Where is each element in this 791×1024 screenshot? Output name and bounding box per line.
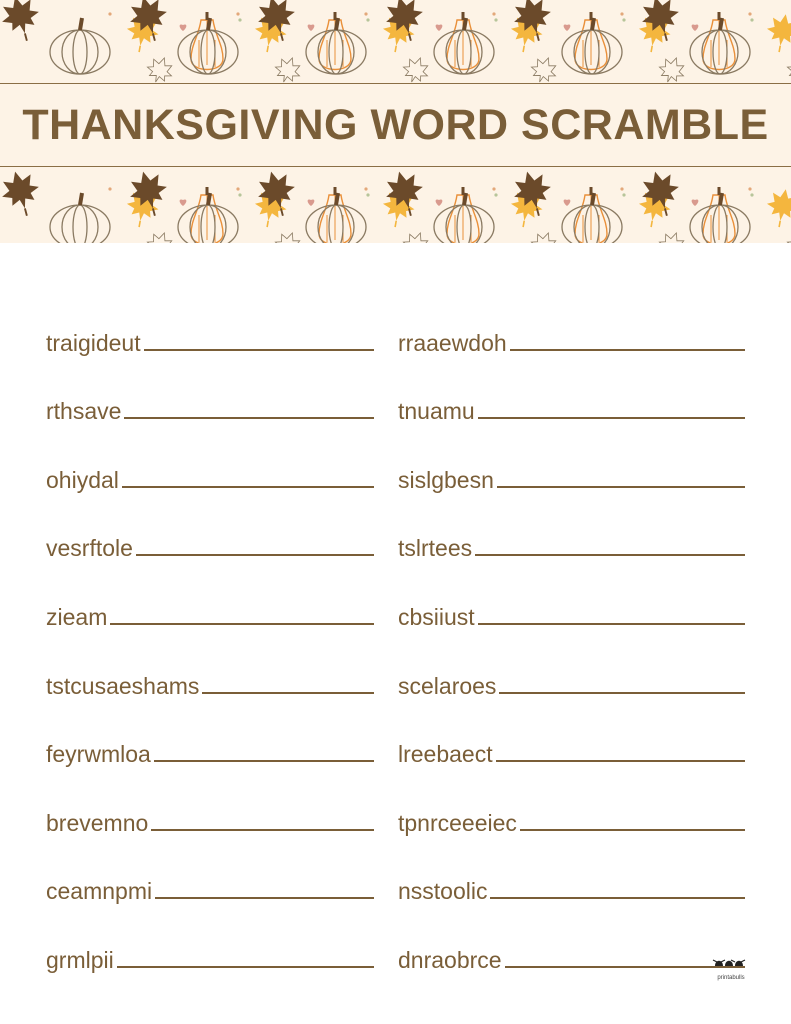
scrambled-word: rraaewdoh <box>398 329 507 356</box>
squash-icon <box>191 187 223 243</box>
word-row <box>46 836 374 905</box>
answer-line[interactable] <box>499 692 745 694</box>
leaf-outline-icon <box>656 54 689 87</box>
answer-line[interactable] <box>520 829 745 831</box>
scrambled-word: dnraobrce <box>398 946 502 973</box>
scrambled-word: ohiydal <box>46 466 119 493</box>
leaf-outline-icon <box>784 54 791 87</box>
word-row <box>46 767 374 836</box>
answer-line[interactable] <box>154 760 374 762</box>
answer-line[interactable] <box>117 966 374 968</box>
leaf-icon <box>763 186 791 229</box>
answer-line[interactable] <box>202 692 374 694</box>
scrambled-word: scelaroes <box>398 672 497 699</box>
word-row <box>398 493 745 562</box>
heart-icon <box>436 24 443 31</box>
answer-line[interactable] <box>490 897 745 899</box>
word-row <box>398 424 745 493</box>
word-row <box>46 630 374 699</box>
word-row <box>398 356 745 425</box>
scrambled-word: cbsiiust <box>398 603 475 630</box>
heart-icon <box>180 24 187 31</box>
leaf-outline-icon <box>272 54 305 87</box>
right-word-column <box>398 287 745 973</box>
pumpkin-icon <box>306 193 366 243</box>
answer-line[interactable] <box>478 417 745 419</box>
pumpkin-icon <box>178 18 238 74</box>
heart-icon <box>308 199 315 206</box>
leaf-outline-icon <box>528 54 561 87</box>
heart-icon <box>308 24 315 31</box>
word-row <box>398 630 745 699</box>
answer-line[interactable] <box>510 349 745 351</box>
squash-icon <box>319 187 351 243</box>
pumpkin-icon <box>690 193 750 243</box>
word-row <box>46 493 374 562</box>
pumpkin-icon <box>306 18 366 74</box>
credit-text: printabulls <box>717 975 745 981</box>
word-row <box>398 561 745 630</box>
left-word-column <box>46 287 374 973</box>
squash-icon <box>703 187 735 243</box>
scrambled-word: rthsave <box>46 398 122 425</box>
scrambled-word: brevemno <box>46 809 149 836</box>
scrambled-word: tslrtees <box>398 535 473 562</box>
word-row <box>46 561 374 630</box>
word-row <box>398 287 745 356</box>
scrambled-word: lreebaect <box>398 741 493 768</box>
squash-icon <box>191 12 223 70</box>
pumpkin-icon <box>562 193 622 243</box>
word-row <box>46 904 374 973</box>
bull-icon <box>711 956 751 970</box>
leaf-outline-icon <box>784 229 791 243</box>
word-row <box>398 904 745 973</box>
word-row <box>46 699 374 768</box>
squash-icon <box>447 187 479 243</box>
pumpkin-icon <box>50 18 110 74</box>
title-band <box>0 83 791 167</box>
leaf-icon <box>0 167 45 221</box>
scrambled-word: vesrftole <box>46 535 133 562</box>
scrambled-word: zieam <box>46 603 108 630</box>
leaf-outline-icon <box>144 229 177 243</box>
word-row <box>46 287 374 356</box>
answer-line[interactable] <box>122 486 374 488</box>
heart-icon <box>692 24 699 31</box>
page-title: THANKSGIVING WORD SCRAMBLE <box>22 100 769 149</box>
squash-icon <box>447 12 479 70</box>
pumpkin-icon <box>50 193 110 243</box>
leaf-outline-icon <box>400 54 433 87</box>
leaf-outline-icon <box>528 229 561 243</box>
heart-icon <box>564 199 571 206</box>
scrambled-word: traigideut <box>46 329 141 356</box>
scrambled-word: ceamnpmi <box>46 878 153 905</box>
header-banner <box>0 0 791 243</box>
answer-line[interactable] <box>151 829 374 831</box>
answer-line[interactable] <box>136 554 374 556</box>
leaf-outline-icon <box>272 229 305 243</box>
scrambled-word: grmlpii <box>46 946 114 973</box>
word-row <box>46 356 374 425</box>
pumpkin-icon <box>434 193 494 243</box>
word-row <box>46 424 374 493</box>
scrambled-word: sislgbesn <box>398 466 494 493</box>
word-row <box>398 699 745 768</box>
leaf-icon <box>0 0 45 46</box>
answer-line[interactable] <box>496 760 745 762</box>
pumpkin-icon <box>562 18 622 74</box>
scrambled-word: tstcusaeshams <box>46 672 200 699</box>
answer-line[interactable] <box>475 554 745 556</box>
leaf-icon <box>763 11 791 54</box>
leaf-outline-icon <box>400 229 433 243</box>
scrambled-word: nsstoolic <box>398 878 488 905</box>
scrambled-word: tpnrceeeiec <box>398 809 517 836</box>
answer-line[interactable] <box>497 486 745 488</box>
heart-icon <box>180 199 187 206</box>
answer-line[interactable] <box>144 349 374 351</box>
heart-icon <box>564 24 571 31</box>
printabulls-logo <box>710 956 752 982</box>
answer-line[interactable] <box>478 623 745 625</box>
squash-icon <box>703 12 735 70</box>
answer-line[interactable] <box>124 417 374 419</box>
heart-icon <box>692 199 699 206</box>
leaf-outline-icon <box>144 54 177 87</box>
word-row <box>398 836 745 905</box>
pumpkin-icon <box>434 18 494 74</box>
pumpkin-icon <box>178 193 238 243</box>
scrambled-word: feyrwmloa <box>46 741 151 768</box>
pumpkin-icon <box>690 18 750 74</box>
scrambled-word: tnuamu <box>398 398 475 425</box>
answer-line[interactable] <box>110 623 374 625</box>
heart-icon <box>436 199 443 206</box>
word-row <box>398 767 745 836</box>
squash-icon <box>319 12 351 70</box>
squash-icon <box>575 12 607 70</box>
answer-line[interactable] <box>155 897 374 899</box>
answer-line[interactable] <box>505 966 745 968</box>
squash-icon <box>575 187 607 243</box>
leaf-outline-icon <box>656 229 689 243</box>
